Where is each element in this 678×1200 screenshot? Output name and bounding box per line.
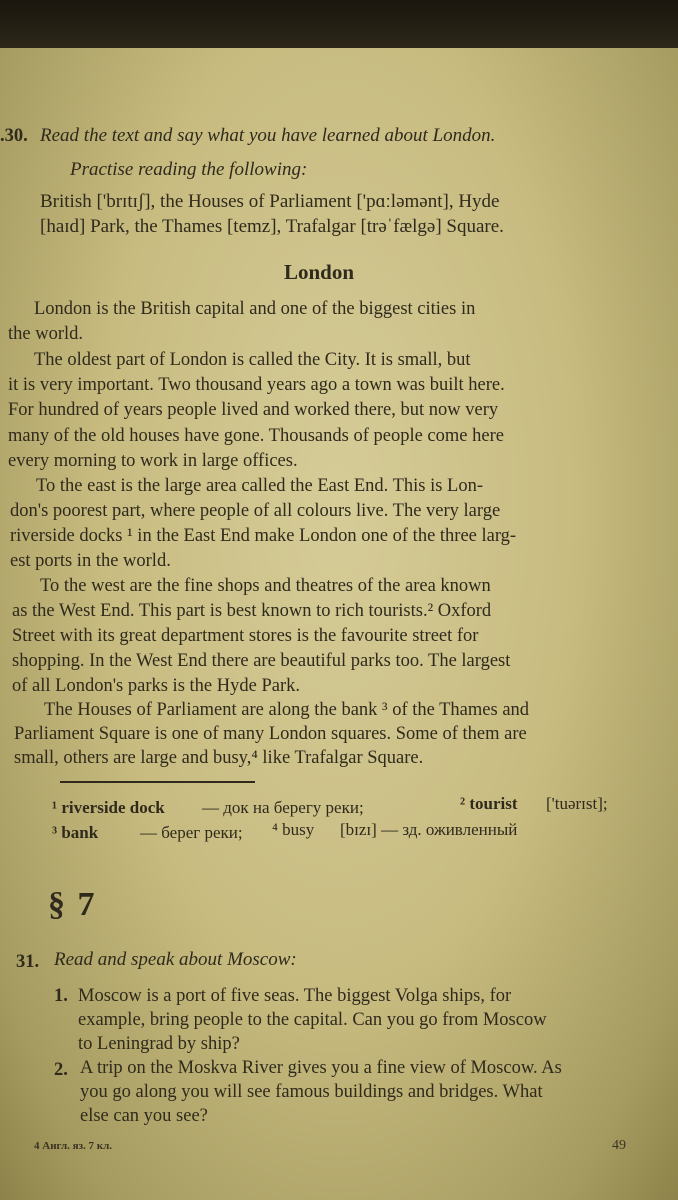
footnote-3-definition: — берег реки; <box>140 823 243 842</box>
exercise-31-number: 31. <box>16 952 40 972</box>
text-line: The oldest part of London is called the City. It is small, but <box>34 350 471 370</box>
section-mark: § 7 <box>48 886 97 923</box>
footnote-1-definition: — док на берегу реки; <box>202 798 364 817</box>
list-item-1-number: 1. <box>54 986 68 1006</box>
practise-heading: Practise reading the following: <box>70 159 308 180</box>
list-item-1-line: Moscow is a port of five seas. The biggest Volga ships, for <box>78 986 512 1006</box>
text-line: To the east is the large area called the East End. This is Lon- <box>36 476 484 496</box>
list-item-1-line: to Leningrad by ship? <box>78 1034 240 1054</box>
footnote-4-definition: [bɪzɪ] — зд. оживленный <box>340 820 518 839</box>
text-line: don's poorest part, where people of all colours live. The very large <box>10 501 501 521</box>
text-line: To the west are the fine shops and theatres of the area known <box>40 576 491 596</box>
footnote-divider <box>60 781 255 783</box>
printer-signature: 4 Англ. яз. 7 кл. <box>34 1140 113 1152</box>
exercise-30-number: .30. <box>0 126 28 146</box>
page-number: 49 <box>612 1138 626 1153</box>
footnote-2-definition: ['tuərɪst]; <box>546 794 608 813</box>
footnote-1-term: ¹ riverside dock <box>52 798 165 817</box>
text-line: est ports in the world. <box>10 551 171 571</box>
text-line: small, others are large and busy,⁴ like Trafalgar Square. <box>14 748 424 768</box>
list-item-2-number: 2. <box>54 1060 68 1080</box>
text-line: every morning to work in large offices. <box>8 451 298 471</box>
text-line: The Houses of Parliament are along the bank ³ of the Thames and <box>44 700 530 720</box>
footnote-4-term: ⁴ busy <box>272 820 315 839</box>
list-item-2-line: A trip on the Moskva River gives you a fine view of Moscow. As <box>80 1058 562 1078</box>
text-line: London is the British capital and one of the biggest cities in <box>34 299 476 319</box>
footnote-3-term: ³ bank <box>52 823 99 842</box>
text-line: many of the old houses have gone. Thousands of people come here <box>8 426 504 446</box>
pronunciation-line-1: British ['brɪtɪʃ], the Houses of Parliament ['pɑːləmənt], Hyde <box>40 191 500 212</box>
text-title: London <box>284 260 355 284</box>
text-line: riverside docks ¹ in the East End make London one of the three larg- <box>10 526 517 546</box>
exercise-31-instruction: Read and speak about Moscow: <box>54 949 297 970</box>
text-line: the world. <box>8 324 84 344</box>
list-item-2-line: you go along you will see famous buildings and bridges. What <box>80 1082 543 1102</box>
footnote-2-term: ² tourist <box>460 794 518 813</box>
list-item-2-line: else can you see? <box>80 1106 208 1126</box>
text-line: it is very important. Two thousand years ago a town was built here. <box>8 375 505 395</box>
text-line: Parliament Square is one of many London squares. Some of them are <box>14 724 527 744</box>
text-line: shopping. In the West End there are beautiful parks too. The largest <box>12 651 511 671</box>
text-line: of all London's parks is the Hyde Park. <box>12 676 300 696</box>
text-line: For hundred of years people lived and worked there, but now very <box>8 400 499 420</box>
exercise-30-instruction: Read the text and say what you have learned about London. <box>40 125 496 146</box>
top-shadow <box>0 0 678 48</box>
list-item-1-line: example, bring people to the capital. Can you go from Moscow <box>78 1010 547 1030</box>
text-line: Street with its great department stores is the favourite street for <box>12 626 479 646</box>
pronunciation-line-2: [haɪd] Park, the Thames [temz], Trafalgar [trəˈfælgə] Square. <box>40 216 504 237</box>
text-line: as the West End. This part is best known to rich tourists.² Oxford <box>12 601 492 621</box>
